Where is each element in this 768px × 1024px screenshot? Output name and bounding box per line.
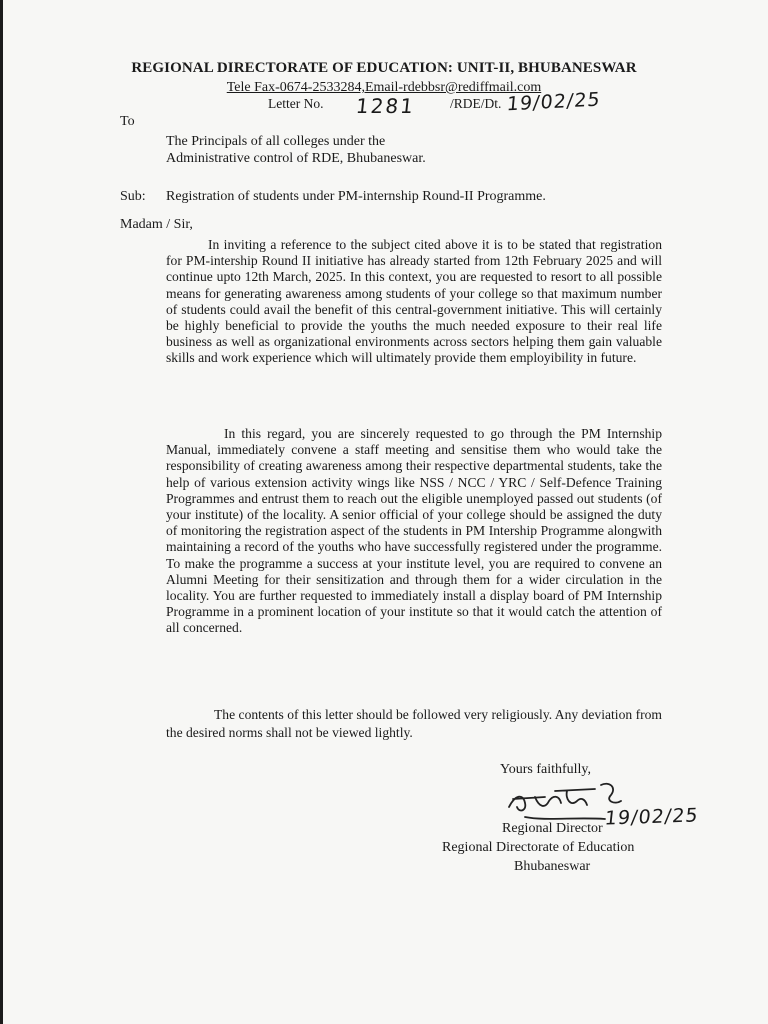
closing-line: Yours faithfully, [500,762,592,777]
letter-no-label: Letter No. [268,96,324,111]
recipient-line-1: The Principals of all colleges under the [166,134,386,149]
recipient-line-2: Administrative control of RDE, Bhubaneswar. [166,151,426,166]
body-paragraph-1: In inviting a reference to the subject cited above it is to be stated that registration for PM-intership Round II initiative has already started from 12th February 2025 and will continue upto 12th March, 2025. In this context, you are requested to resort to all possible means for generating awareness among students of your college so that maximum number of students could avail the benefit of this central-government initiative. This will certainly be highly beneficial to provide the youths the much needed exposure to their real life business as well as organizational environments across sectors helping them gain valuable skills and work experience which will ultimately provide them employibility in future. [166,237,662,366]
subject-text: Registration of students under PM-internship Round-II Programme. [166,189,546,204]
letterhead-title: REGIONAL DIRECTORATE OF EDUCATION: UNIT-II, BHUBANESWAR [131,60,637,76]
handwritten-letter-number: 1281 [354,94,417,118]
letterhead-contact: Tele Fax-0674-2533284,Email-rdebbsr@rediffmail.com [226,80,542,95]
signatory-place: Bhubaneswar [514,859,591,874]
subject-label: Sub: [120,189,146,204]
salutation: Madam / Sir, [120,217,193,232]
rde-date-label: /RDE/Dt. [450,96,502,111]
handwritten-letter-date: 19/02/25 [505,88,602,116]
signatory-designation: Regional Director [502,821,603,836]
signatory-office: Regional Directorate of Education [442,840,635,855]
body-paragraph-2: In this regard, you are sincerely requested to go through the PM Internship Manual, immediately convene a staff meeting and sensitise them who would take the responsibility of creating awareness among their respective departmental students, take the help of various extension activity wings like NSS / NCC / YRC / Self-Defence Training Programmes and entrust them to reach out the eligible unemployed passed out students (of your institute) of the locality. A senior official of your college should be assigned the duty of monitoring the registration aspect of the students in PM Intership Programme alongwith maintaining a record of the youths who have successfully registered under the programme. To make the programme a success at your institute level, you are required to convene an Alumni Meeting for their sensitization and through them for a wider circulation in the locality. You are further requested to immediately install a display board of PM Internship Programme in a prominent location of your institute so that it would catch the attention of all concerned. [166,426,662,636]
page-edge [0,0,3,1024]
handwritten-signature-date: 19/02/25 [603,804,700,830]
to-label: To [120,114,135,129]
body-paragraph-3: The contents of this letter should be followed very religiously. Any deviation from the desired norms shall not be viewed lightly. [166,707,662,740]
